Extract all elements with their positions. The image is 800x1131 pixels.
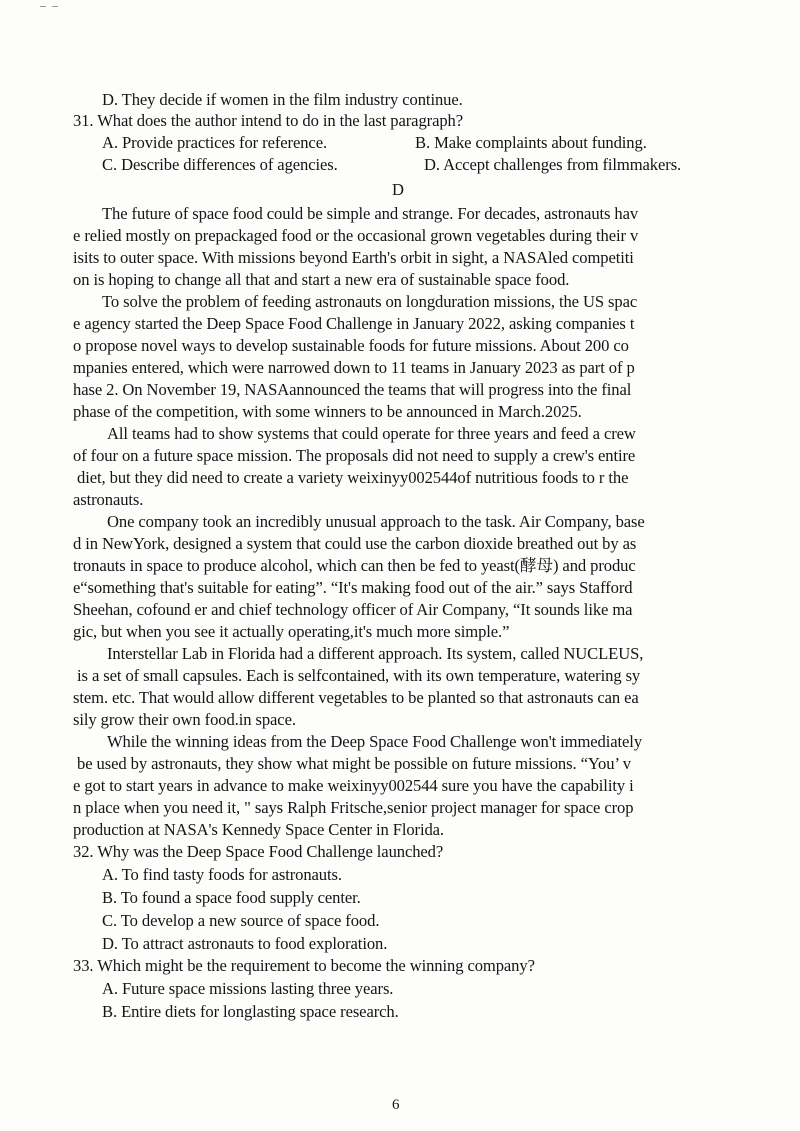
passage-line: n place when you need it, " says Ralph Fritsche,senior project manager for space crop [73,798,634,817]
passage-line: Interstellar Lab in Florida had a different approach. Its system, called NUCLEUS, [107,644,644,663]
q30-option-d: D. They decide if women in the film industry continue. [102,90,463,109]
passage-line: e“something that's suitable for eating”. “It's making food out of the air.” says Stafford [73,578,633,597]
passage-line: diet, but they did need to create a variety weixinyy002544of nutritious foods to r the [73,468,629,487]
passage-line: be used by astronauts, they show what might be possible on future missions. “You’ v [73,754,631,773]
q31-option-a: A. Provide practices for reference. [102,133,328,152]
passage-heading: D [392,180,404,199]
passage-line: e agency started the Deep Space Food Challenge in January 2022, asking companies t [73,314,635,333]
passage-line: stem. etc. That would allow different vegetables to be planted so that astronauts can ea [73,688,639,707]
passage-line: of four on a future space mission. The proposals did not need to supply a crew's entire [73,446,636,465]
passage-line: production at NASA's Kennedy Space Center in Florida. [73,820,444,839]
q32-option-c: C. To develop a new source of space food. [102,911,380,930]
passage-line: isits to outer space. With missions beyond Earth's orbit in sight, a NASAled competiti [73,248,634,267]
passage-line: One company took an incredibly unusual approach to the task. Air Company, base [107,512,645,531]
passage-line: astronauts. [73,490,144,509]
q33-question: 33. Which might be the requirement to become the winning company? [73,956,535,975]
q33-option-b: B. Entire diets for longlasting space research. [102,1002,399,1021]
q31-option-b: B. Make complaints about funding. [415,133,647,152]
passage-line: is a set of small capsules. Each is selfcontained, with its own temperature, watering sy [73,666,641,685]
passage-line: d in NewYork, designed a system that could use the carbon dioxide breathed out by as [73,534,637,553]
q32-option-d: D. To attract astronauts to food exploration. [102,934,388,953]
q32-question: 32. Why was the Deep Space Food Challenge launched? [73,842,444,861]
q33-option-a: A. Future space missions lasting three years. [102,979,394,998]
passage-line: o propose novel ways to develop sustainable foods for future missions. About 200 co [73,336,629,355]
passage-line: While the winning ideas from the Deep Space Food Challenge won't immediately [107,732,643,751]
q32-option-a: A. To find tasty foods for astronauts. [102,865,342,884]
q31-option-c: C. Describe differences of agencies. [102,155,338,174]
passage-line: All teams had to show systems that could operate for three years and feed a crew [107,424,636,443]
scan-mark [40,6,46,7]
passage-line: mpanies entered, which were narrowed down to 11 teams in January 2023 as part of p [73,358,635,377]
passage-line: tronauts in space to produce alcohol, which can then be fed to yeast(酵母) and produc [73,556,636,575]
passage-line: hase 2. On November 19, NASAannounced the teams that will progress into the final [73,380,632,399]
passage-line: on is hoping to change all that and start a new era of sustainable space food. [73,270,570,289]
q31-option-d: D. Accept challenges from filmmakers. [424,155,682,174]
passage-line: To solve the problem of feeding astronauts on longduration missions, the US spac [102,292,638,311]
passage-line: e got to start years in advance to make weixinyy002544 sure you have the capability i [73,776,634,795]
page-number: 6 [392,1097,400,1113]
passage-line: sily grow their own food.in space. [73,710,296,729]
scan-mark [52,6,58,7]
passage-line: e relied mostly on prepackaged food or the occasional grown vegetables during their v [73,226,639,245]
passage-line: The future of space food could be simple and strange. For decades, astronauts hav [102,204,639,223]
passage-line: phase of the competition, with some winners to be announced in March.2025. [73,402,582,421]
q31-question: 31. What does the author intend to do in the last paragraph? [73,111,463,130]
passage-line: Sheehan, cofound er and chief technology officer of Air Company, “It sounds like ma [73,600,633,619]
passage-line: gic, but when you see it actually operating,it's much more simple.” [73,622,510,641]
q32-option-b: B. To found a space food supply center. [102,888,361,907]
